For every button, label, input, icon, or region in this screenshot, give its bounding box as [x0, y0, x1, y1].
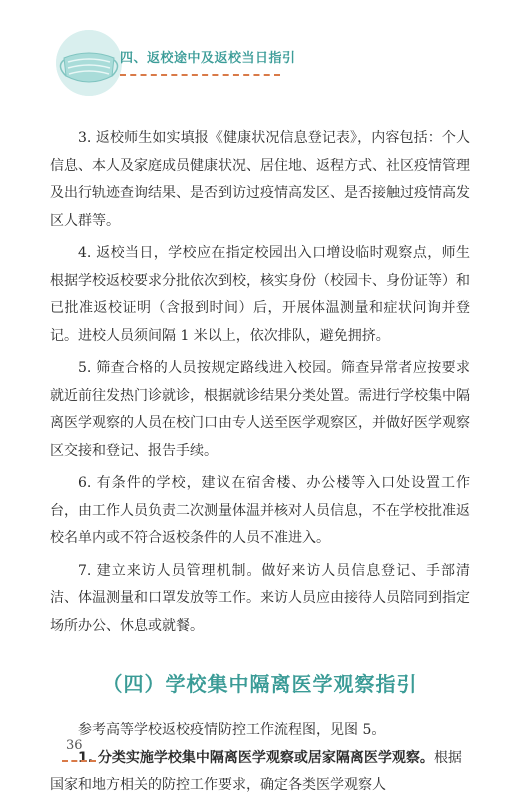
- paragraph-5: 5. 筛查合格的人员按规定路线进入校园。筛查异常者应按要求就近前往发热门诊就诊，根据就诊结果分类处置。需进行学校集中隔离医学观察的人员在校门口由专人送至医学观察区，并做好医学观察区交接和登记、报告手续。: [50, 360, 470, 459]
- header-dashed-rule: [120, 74, 280, 76]
- running-header-title: 四、返校途中及返校当日指引: [120, 51, 296, 66]
- page-number: 36: [66, 738, 83, 753]
- face-mask-icon: [56, 30, 122, 96]
- paragraph-7: 7. 建立来访人员管理机制。做好来访人员信息登记、手部清洁、体温测量和口罩发放等工作。来访人员应由接待人员陪同到指定场所办公、休息或就餐。: [50, 562, 470, 634]
- section-heading: （四）学校集中隔离医学观察指引: [102, 672, 418, 696]
- paragraph-4: 4. 返校当日，学校应在指定校园出入口增设临时观察点，师生根据学校返校要求分批依次到校，核实身份（校园卡、身份证等）和已批准返校证明（含报到时间）后，开展体温测量和症状问询并登记。进校人员须间隔 1 米以上，依次排队，避免拥挤。: [50, 245, 470, 344]
- body-content: [50, 125, 470, 800]
- section-item-1-lead: 1. 分类实施学校集中隔离医学观察或居家隔离医学观察。: [78, 749, 434, 766]
- paragraph-3: 3. 返校师生如实填报《健康状况信息登记表》，内容包括：个人信息、本人及家庭成员健康状况、居住地、返程方式、社区疫情管理及出行轨迹查询结果、是否到访过疫情高发区、是否接触过疫情高发区人群等。: [50, 130, 470, 229]
- page-header: [0, 0, 528, 100]
- section-intro: 参考高等学校返校疫情防控工作流程图，见图 5。: [78, 722, 386, 738]
- section-item-1: [50, 745, 470, 800]
- paragraph-6: 6. 有条件的学校，建议在宿舍楼、办公楼等入口处设置工作台，由工作人员负责二次测量体温并核对人员信息，不在学校批准返校名单内或不符合返校条件的人员不准进入。: [50, 475, 470, 546]
- footer-dashed-rule: [62, 760, 96, 762]
- section-item-1-text: 根据国家和地方相关的防控工作要求，确定各类医学观察人: [50, 749, 462, 793]
